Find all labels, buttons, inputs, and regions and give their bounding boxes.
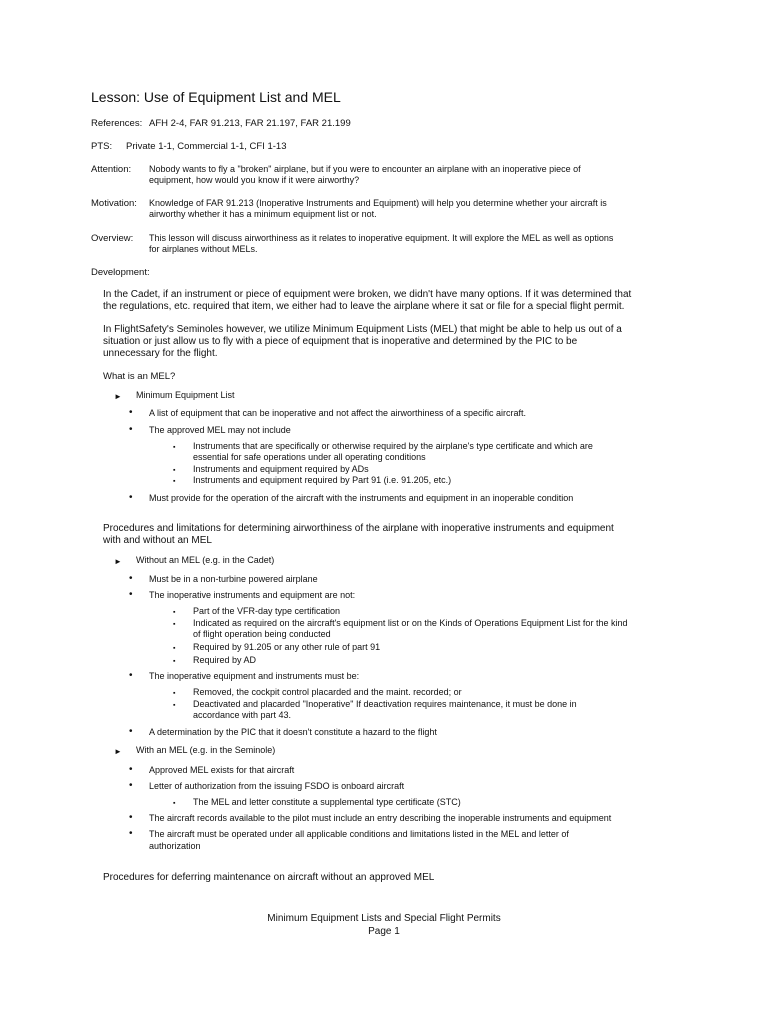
mel-sub-1-line-2: essential for safe operations under all operating conditions (193, 452, 426, 462)
mel-sub-3: Instruments and equipment required by Part 91 (i.e. 91.205, etc.) (193, 475, 452, 485)
square-bullet-icon: ▪ (173, 467, 176, 474)
without-sub-6-line-2: accordance with part 43. (193, 710, 292, 720)
square-bullet-icon: ▪ (173, 690, 176, 697)
attention-line-2: equipment, how would you know if it were airworthy? (149, 175, 360, 185)
bullet-icon: • (129, 780, 133, 791)
bullet-icon: • (129, 828, 133, 839)
without-sub-6-line-1: Deactivated and placarded "Inoperative" If deactivation requires maintenance, it must be done in (193, 699, 577, 709)
without-sub-4: Required by AD (193, 655, 257, 665)
square-bullet-icon: ▪ (173, 800, 176, 807)
with-bullet-2: Letter of authorization from the issuing FSDO is onboard aircraft (149, 781, 405, 791)
motivation-label: Motivation: (91, 198, 137, 209)
paragraph-1-line-2: the regulations, etc. required that item, we either had to leave the airplane where it sat or file for a special flight permit. (103, 301, 625, 312)
bullet-icon: • (129, 573, 133, 584)
procedures-line-1: Procedures and limitations for determining airworthiness of the airplane with inoperative instruments and equipment (103, 523, 614, 534)
with-bullet-3: The aircraft records available to the pilot must include an entry describing the inoperable instruments and equipment (149, 813, 612, 823)
references-value: AFH 2-4, FAR 91.213, FAR 21.197, FAR 21.199 (149, 118, 351, 129)
paragraph-2-line-1: In FlightSafety's Seminoles however, we utilize Minimum Equipment Lists (MEL) that might be able to help us out of a (103, 324, 622, 335)
triangle-bullet-icon: ► (114, 747, 122, 756)
attention-line-1: Nobody wants to fly a "broken" airplane, but if you were to encounter an airplane with an inoperative piece of (149, 164, 581, 174)
procedures-line-2: with and without an MEL (103, 535, 212, 546)
without-bullet-1: Must be in a non-turbine powered airplane (149, 574, 318, 584)
motivation-line-1: Knowledge of FAR 91.213 (Inoperative Instruments and Equipment) will help you determine whether your aircraft is (149, 198, 607, 208)
motivation-line-2: airworthy whether it has a minimum equipment list or not. (149, 209, 377, 219)
with-bullet-4-line-1: The aircraft must be operated under all applicable conditions and limitations listed in the MEL and letter of (149, 829, 569, 839)
mel-bullet-1: A list of equipment that can be inoperative and not affect the airworthiness of a specific aircraft. (149, 408, 527, 418)
bullet-icon: • (129, 407, 133, 418)
without-sub-2-line-2: of flight operation being conducted (193, 629, 331, 639)
without-bullet-2: The inoperative instruments and equipment are not: (149, 590, 356, 600)
bullet-icon: • (129, 589, 133, 600)
mel-sub-1-line-1: Instruments that are specifically or otherwise required by the airplane's type certificate and which are (193, 441, 593, 451)
with-mel-heading: With an MEL (e.g. in the Seminole) (136, 745, 276, 755)
bullet-icon: • (129, 764, 133, 775)
mel-bullet-3: Must provide for the operation of the aircraft with the instruments and equipment in an inoperable condition (149, 493, 574, 503)
overview-line-2: for airplanes without MELs. (149, 244, 258, 254)
references-label: References: (91, 118, 143, 129)
paragraph-2-line-2: situation or just allow us to fly with a piece of equipment that is inoperative and determined by the PIC to be (103, 336, 578, 347)
without-sub-2-line-1: Indicated as required on the aircraft's equipment list or on the Kinds of Operations Equipment List for the kind (193, 618, 628, 628)
bullet-icon: • (129, 812, 133, 823)
development-heading: Development: (91, 267, 150, 278)
with-sub-1: The MEL and letter constitute a supplemental type certificate (STC) (193, 797, 461, 807)
without-bullet-3: The inoperative equipment and instruments must be: (149, 671, 360, 681)
square-bullet-icon: ▪ (173, 444, 176, 451)
square-bullet-icon: ▪ (173, 658, 176, 665)
triangle-bullet-icon: ► (114, 392, 122, 401)
bullet-icon: • (129, 670, 133, 681)
mel-sub-2: Instruments and equipment required by ADs (193, 464, 369, 474)
bullet-icon: • (129, 492, 133, 503)
bullet-icon: • (129, 726, 133, 737)
pts-value: Private 1-1, Commercial 1-1, CFI 1-13 (126, 141, 287, 152)
without-sub-3: Required by 91.205 or any other rule of part 91 (193, 642, 381, 652)
without-bullet-4: A determination by the PIC that it doesn't constitute a hazard to the flight (149, 727, 437, 737)
mel-heading: Minimum Equipment List (136, 390, 235, 400)
mel-bullet-2: The approved MEL may not include (149, 425, 291, 435)
paragraph-2-line-3: unnecessary for the flight. (103, 348, 218, 359)
paragraph-1-line-1: In the Cadet, if an instrument or piece of equipment were broken, we didn't have many options. If it was determined that (103, 289, 632, 300)
overview-line-1: This lesson will discuss airworthiness as it relates to inoperative equipment. It will explore the MEL as well as options (149, 233, 614, 243)
square-bullet-icon: ▪ (173, 621, 176, 628)
bullet-icon: • (129, 424, 133, 435)
square-bullet-icon: ▪ (173, 702, 176, 709)
attention-label: Attention: (91, 164, 132, 175)
without-sub-1: Part of the VFR-day type certification (193, 606, 341, 616)
square-bullet-icon: ▪ (173, 609, 176, 616)
pts-label: PTS: (91, 141, 113, 152)
with-bullet-1: Approved MEL exists for that aircraft (149, 765, 295, 775)
page-title: Lesson: Use of Equipment List and MEL (91, 89, 341, 105)
square-bullet-icon: ▪ (173, 645, 176, 652)
without-mel-heading: Without an MEL (e.g. in the Cadet) (136, 555, 275, 565)
footer-title: Minimum Equipment Lists and Special Flight Permits (267, 913, 501, 924)
triangle-bullet-icon: ► (114, 557, 122, 566)
overview-label: Overview: (91, 233, 134, 244)
without-sub-5: Removed, the cockpit control placarded and the maint. recorded; or (193, 687, 462, 697)
square-bullet-icon: ▪ (173, 478, 176, 485)
page-number: Page 1 (368, 926, 400, 937)
deferring-heading: Procedures for deferring maintenance on aircraft without an approved MEL (103, 872, 435, 883)
what-is-mel-heading: What is an MEL? (103, 371, 176, 382)
with-bullet-4-line-2: authorization (149, 841, 201, 851)
